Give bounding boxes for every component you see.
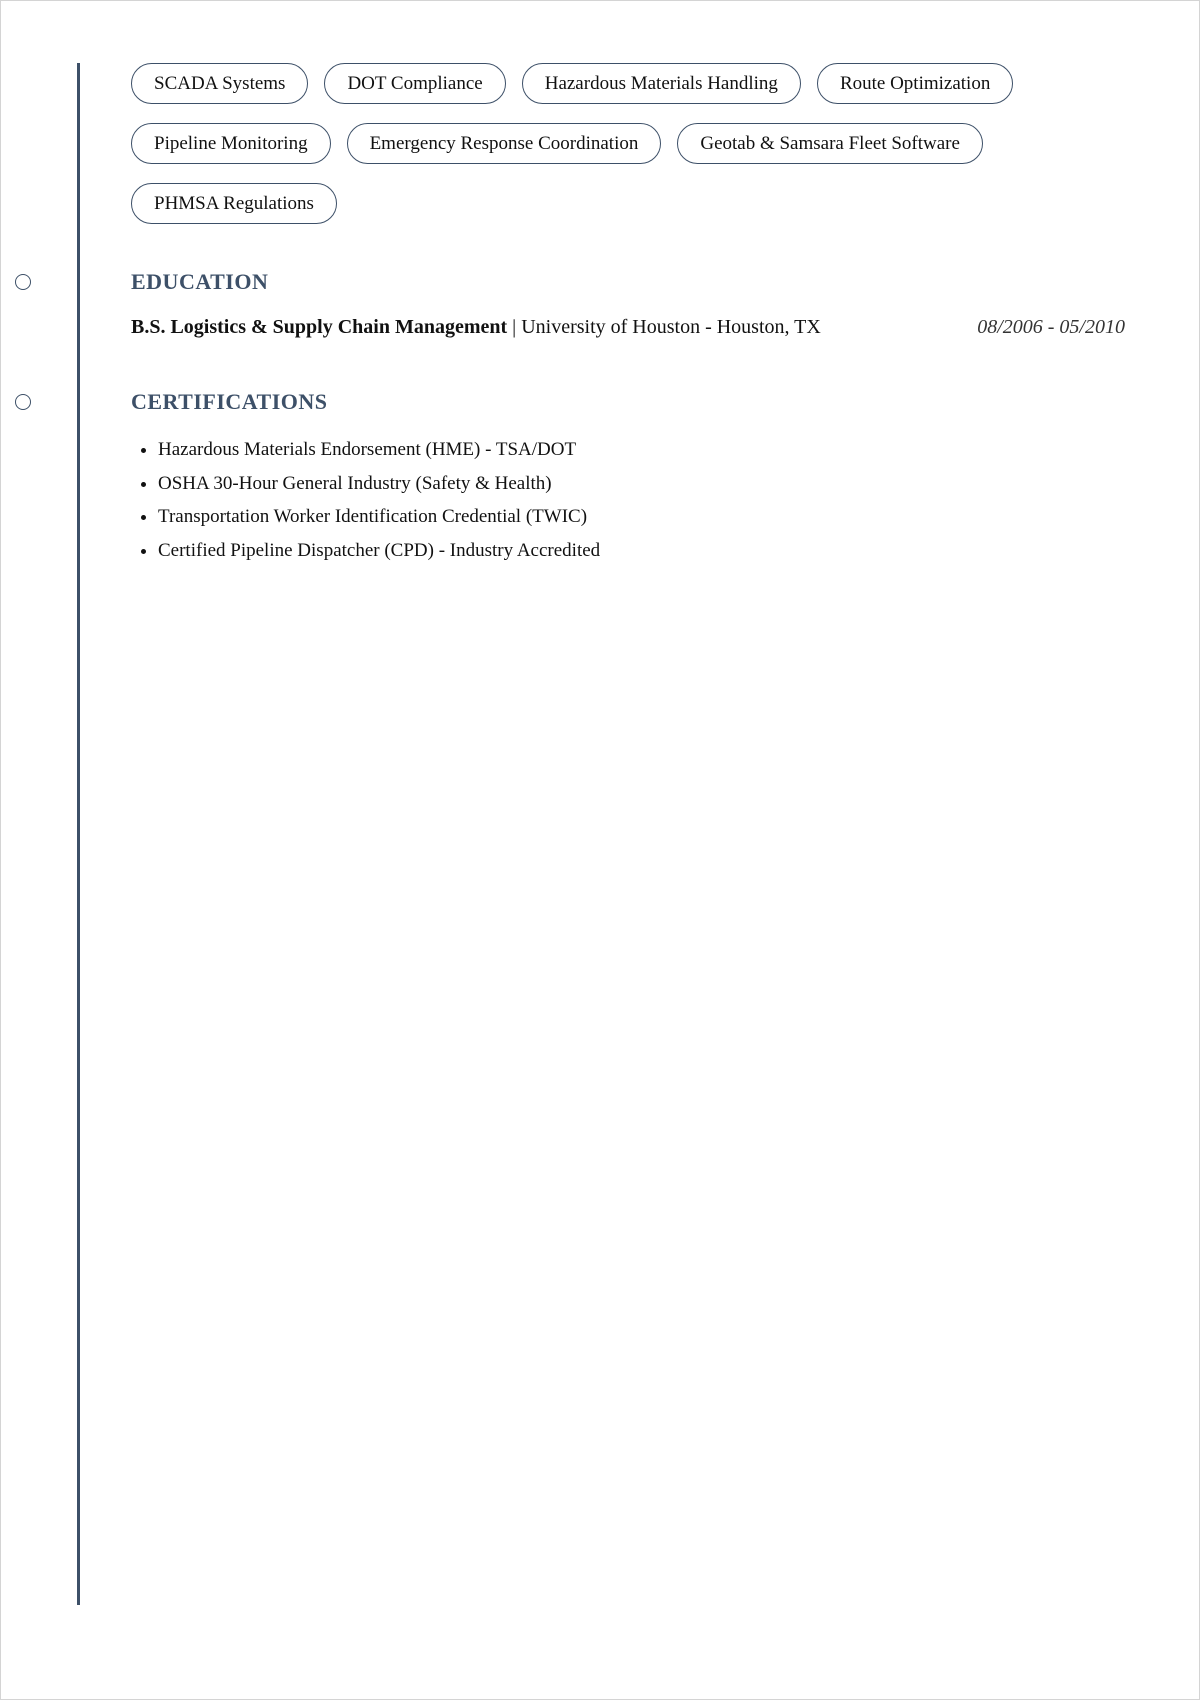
skills-row (131, 123, 1131, 164)
degree-title: B.S. Logistics & Supply Chain Management (131, 316, 508, 338)
timeline-line (77, 63, 80, 1605)
skill-tag: DOT Compliance (324, 63, 505, 104)
education-dates: 08/2006 - 05/2010 (977, 316, 1125, 338)
skill-tag: SCADA Systems (131, 63, 308, 104)
education-separator: | (507, 316, 522, 338)
skills-row (131, 183, 1131, 224)
skill-tag: Emergency Response Coordination (347, 123, 662, 164)
certification-item: • Hazardous Materials Endorsement (HME) - TSA/DOT (158, 433, 600, 467)
certifications-list (131, 433, 600, 567)
education-entry (131, 316, 1125, 339)
skill-tag: Hazardous Materials Handling (522, 63, 801, 104)
skill-tag: PHMSA Regulations (131, 183, 337, 224)
education-heading: EDUCATION (131, 269, 269, 294)
education-details (131, 316, 821, 339)
certification-item: • OSHA 30-Hour General Industry (Safety & Health) (158, 467, 600, 501)
certification-item: • Certified Pipeline Dispatcher (CPD) - Industry Accredited (158, 534, 600, 568)
certifications-timeline-marker (15, 394, 31, 410)
institution-name: University of Houston - Houston, TX (521, 316, 821, 338)
skills-tag-area (131, 63, 1131, 243)
certification-item: • Transportation Worker Identification Credential (TWIC) (158, 500, 600, 534)
certifications-heading: CERTIFICATIONS (131, 389, 328, 414)
education-timeline-marker (15, 274, 31, 290)
skill-tag: Geotab & Samsara Fleet Software (677, 123, 983, 164)
skills-row (131, 63, 1131, 104)
skill-tag: Pipeline Monitoring (131, 123, 331, 164)
skill-tag: Route Optimization (817, 63, 1013, 104)
